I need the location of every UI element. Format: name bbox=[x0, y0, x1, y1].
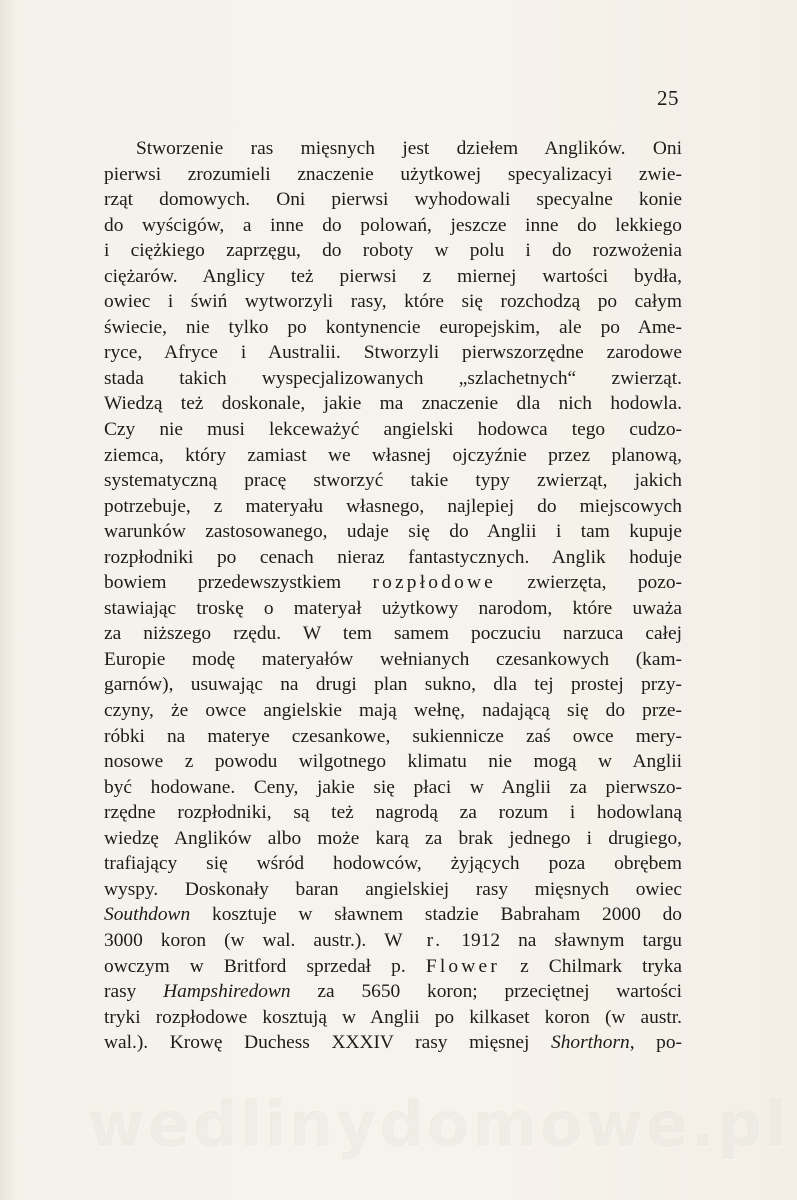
spaced-emphasis: W r. bbox=[384, 929, 444, 951]
text-line bbox=[104, 954, 682, 980]
text-line: Europie modę materyałów wełnianych czesankowych (kam- bbox=[104, 648, 682, 670]
text-line: i ciężkiego zaprzęgu, do roboty w polu i do rozwożenia bbox=[104, 240, 682, 262]
text-line: pierwsi zrozumieli znaczenie użytkowej specyalizacyi zwie- bbox=[104, 163, 682, 185]
text-line: Czy nie musi lekceważyć angielski hodowca tego cudzo- bbox=[104, 419, 682, 441]
text-line bbox=[104, 1030, 682, 1056]
text-line: do wyścigów, a inne do polowań, jeszcze inne do lekkiego bbox=[104, 214, 682, 236]
text-line: systematyczną pracę stworzyć takie typy zwierząt, jakich bbox=[104, 470, 682, 492]
text-line: wyspy. Doskonały baran angielskiej rasy mięsnych owiec bbox=[104, 878, 682, 900]
text-line: wiedzę Anglików albo może karą za brak jednego i drugiego, bbox=[104, 827, 682, 849]
text-line: nosowe z powodu wilgotnego klimatu nie mogą w Anglii bbox=[104, 751, 682, 773]
text-line: rozpłodniki po cenach nieraz fantastycznych. Anglik hoduje bbox=[104, 546, 682, 568]
text-line: świecie, nie tylko po kontynencie europejskim, ale po Ame- bbox=[104, 316, 682, 338]
text-line: Wiedzą też doskonale, jakie ma znaczenie dla nich hodowla. bbox=[104, 393, 682, 415]
text-line: ryce, Afryce i Australii. Stworzyli pierwszorzędne zarodowe bbox=[104, 342, 682, 364]
breed-name: Hampshiredown bbox=[163, 981, 291, 1003]
text-line: Stworzenie ras mięsnych jest dziełem Anglików. Oni bbox=[136, 138, 682, 159]
text-run: 1912 na sławnym targu bbox=[461, 929, 682, 951]
text-line: owiec i świń wytworzyli rasy, które się rozchodzą po całym bbox=[104, 291, 682, 313]
text-line: rząt domowych. Oni pierwsi wyhodowali specyalne konie bbox=[104, 189, 682, 211]
breed-name: Shorthorn bbox=[551, 1032, 630, 1054]
text-line bbox=[104, 570, 682, 596]
text-run: 3000 koron (w wal. austr.). bbox=[104, 929, 367, 951]
text-run: owczym w Britford sprzedał p. bbox=[104, 955, 406, 977]
text-line: za niższego rzędu. W tem samem poczuciu narzuca całej bbox=[104, 623, 682, 645]
text-line: stada takich wyspecjalizowanych „szlachetnych“ zwierząt. bbox=[104, 367, 682, 389]
text-run: za 5650 koron; przeciętnej wartości bbox=[317, 981, 682, 1003]
text-line: warunków zastosowanego, udaje się do Anglii i tam kupuje bbox=[104, 521, 682, 543]
text-line: być hodowane. Ceny, jakie się płaci w Anglii za pierwszo- bbox=[104, 776, 682, 798]
spaced-emphasis: rozpłodowe bbox=[372, 572, 496, 594]
breed-name: Southdown bbox=[104, 904, 191, 926]
text-line: potrzebuje, z materyału własnego, najlepiej do miejscowych bbox=[104, 495, 682, 517]
text-line: rzędne rozpłodniki, są też nagrodą za rozum i hodowlaną bbox=[104, 802, 682, 824]
text-line: czyny, że owce angielskie mają wełnę, nadającą się do prze- bbox=[104, 700, 682, 722]
text-run: kosztuje w sławnem stadzie Babraham 2000 do bbox=[212, 904, 682, 926]
page-number: 25 bbox=[657, 86, 679, 110]
text-run: zwierzęta, pozo- bbox=[527, 572, 682, 594]
text-line: trafiający się wśród hodowców, żyjących poza obrębem bbox=[104, 853, 682, 875]
text-run: bowiem przedewszystkiem bbox=[104, 572, 342, 594]
text-run: wal.). Krowę Duchess XXXIV rasy mięsnej bbox=[104, 1032, 530, 1054]
text-line: stawiając troskę o materyał użytkowy narodom, które uważa bbox=[104, 597, 682, 619]
text-line bbox=[104, 928, 682, 954]
text-run: , po- bbox=[629, 1032, 682, 1054]
text-run: rasy bbox=[104, 981, 137, 1003]
spaced-emphasis: Flower bbox=[425, 955, 500, 977]
text-line: róbki na materye czesankowe, sukiennicze zaś owce mery- bbox=[104, 725, 682, 747]
text-line: garnów), usuwając na drugi plan sukno, dla tej prostej przy- bbox=[104, 674, 682, 696]
body-text bbox=[104, 136, 682, 1056]
text-line bbox=[104, 979, 682, 1005]
text-line: tryki rozpłodowe kosztują w Anglii po kilkaset koron (w austr. bbox=[104, 1006, 682, 1028]
text-line bbox=[104, 902, 682, 928]
text-line: ziemca, który zamiast we własnej ojczyźnie przez planową, bbox=[104, 444, 682, 466]
watermark: wedlinydomowe.pl bbox=[88, 1088, 790, 1161]
text-line: ciężarów. Anglicy też pierwsi z miernej wartości bydła, bbox=[104, 265, 682, 287]
text-run: z Chilmark tryka bbox=[520, 955, 682, 977]
